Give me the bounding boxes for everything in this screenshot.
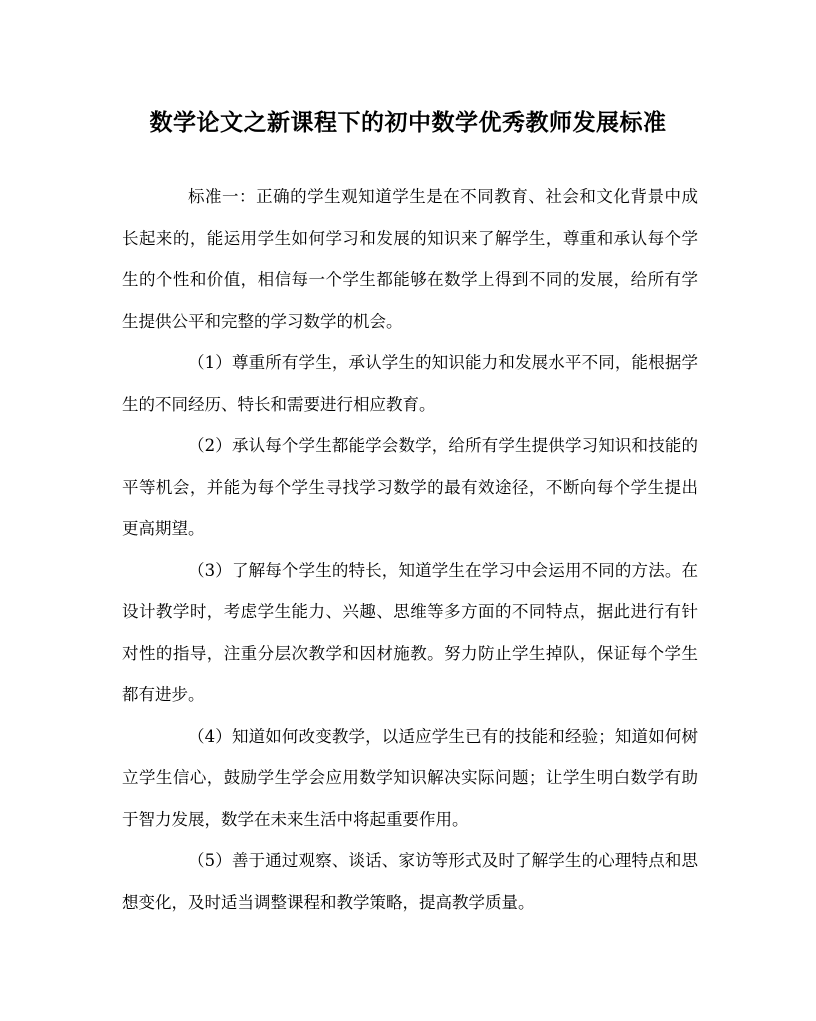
paragraph-item-1: （1）尊重所有学生，承认学生的知识能力和发展水平不同，能根据学生的不同经历、特长和需要进行相应教育。 xyxy=(122,353,698,414)
paragraph-item-3: （3）了解每个学生的特长，知道学生在学习中会运用不同的方法。在设计教学时，考虑学生能力、兴趣、思维等多方面的不同特点，据此进行有针对性的指导，注重分层次教学和因材施教。努力防止学生掉队，保证每个学生都有进步。 xyxy=(122,560,698,704)
document-title: 数学论文之新课程下的初中数学优秀教师发展标准 xyxy=(149,109,667,136)
paragraph-item-2: （2）承认每个学生都能学会数学，给所有学生提供学习知识和技能的平等机会，并能为每个学生寻找学习数学的最有效途径，不断向每个学生提出更高期望。 xyxy=(122,436,698,538)
paragraph-item-4: （4）知道如何改变教学，以适应学生已有的技能和经验；知道如何树立学生信心，鼓励学生学会应用数学知识解决实际问题；让学生明白数学有助于智力发展，数学在未来生活中将起重要作用。 xyxy=(122,726,698,829)
paragraph-standard-one: 标准一：正确的学生观知道学生是在不同教育、社会和文化背景中成长起来的，能运用学生如何学习和发展的知识来了解学生，尊重和承认每个学生的个性和价值，相信每一个学生都能够在数学上得到不同的发展，给所有学生提供公平和完整的学习数学的机会。 xyxy=(122,187,698,331)
paragraph-item-5: （5）善于通过观察、谈话、家访等形式及时了解学生的心理特点和思想变化，及时适当调整课程和教学策略，提高教学质量。 xyxy=(122,851,698,912)
document-body xyxy=(122,176,698,923)
